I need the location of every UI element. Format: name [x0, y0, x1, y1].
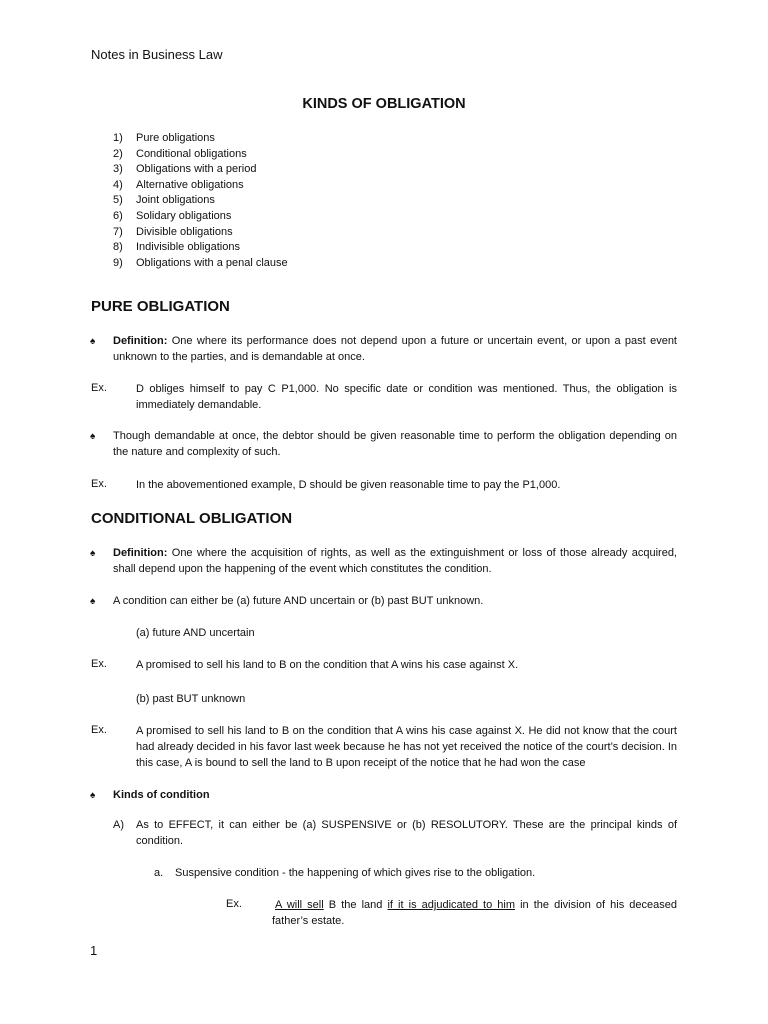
conditional-example-a: A promised to sell his land to B on the condition that A wins his case against X. — [136, 659, 519, 671]
page-number: 1 — [90, 943, 98, 958]
conditional-example-b: A promised to sell his land to B on the condition that A wins his case against X. He did not know that the court had already decided in his favor last week because he has not yet received the notice of the court’s decision. In this case, A is bound to sell the land to B upon receipt of the notice that he had won the case — [136, 725, 677, 769]
list-item: 5) Joint obligations — [113, 194, 215, 207]
sub-heading-past-unknown: (b) past BUT unknown — [136, 693, 246, 705]
conditional-obligation-heading: CONDITIONAL OBLIGATION — [91, 510, 293, 527]
spade-bullet-icon: ♠ — [90, 336, 96, 347]
list-item: 2) Conditional obligations — [113, 147, 247, 160]
example-label: Ex. — [91, 478, 107, 490]
example-label: Ex. — [91, 658, 107, 670]
spade-bullet-icon: ♠ — [90, 548, 96, 559]
pure-definition: Definition: One where its performance does not depend upon a future or uncertain event, or upon a past event unknown to the parties, and is demandable at once. — [113, 335, 677, 363]
pure-example-1: D obliges himself to pay C P1,000. No specific date or condition was mentioned. Thus, the obligation is immediately demandable. — [136, 383, 677, 411]
list-item: 8) Indivisible obligations — [113, 241, 240, 254]
kinds-list — [113, 131, 288, 271]
list-item: 7) Divisible obligations — [113, 225, 233, 238]
condition-types-bullet: A condition can either be (a) future AND uncertain or (b) past BUT unknown. — [113, 595, 484, 607]
conditional-definition: Definition: One where the acquisition of rights, as well as the extinguishment or loss of those already acquired, shall depend upon the happening of the event which constitutes the condition. — [113, 547, 677, 575]
sub-heading-future-uncertain: (a) future AND uncertain — [136, 627, 255, 639]
list-item: 3) Obligations with a period — [113, 163, 257, 176]
spade-bullet-icon: ♠ — [90, 790, 96, 801]
list-item: 4) Alternative obligations — [113, 178, 244, 191]
spade-bullet-icon: ♠ — [90, 596, 96, 607]
list-item: 6) Solidary obligations — [113, 209, 232, 222]
kinds-of-condition-heading: Kinds of condition — [113, 789, 210, 801]
suspensive-item-text: Suspensive condition - the happening of which gives rise to the obligation. — [175, 867, 536, 879]
effect-item-text: As to EFFECT, it can either be (a) SUSPENSIVE or (b) RESOLUTORY. These are the principal kinds of condition. — [136, 819, 677, 847]
example-label: Ex. — [226, 898, 242, 910]
pure-example-2: In the abovementioned example, D should be given reasonable time to pay the P1,000. — [136, 479, 561, 491]
example-label: Ex. — [91, 382, 107, 394]
suspensive-example: A will sell B the land if it is adjudicated to him in the division of his deceased father’s estate. — [272, 899, 678, 927]
list-item: 9) Obligations with a penal clause — [113, 256, 288, 269]
pure-bullet-reasonable-time: Though demandable at once, the debtor should be given reasonable time to perform the obligation depending on the nature and complexity of such. — [113, 430, 677, 458]
effect-item-marker: A) — [113, 819, 124, 831]
example-label: Ex. — [91, 724, 107, 736]
spade-bullet-icon: ♠ — [90, 431, 96, 442]
running-header: Notes in Business Law — [91, 47, 223, 62]
list-item: 1) Pure obligations — [113, 132, 215, 144]
pure-obligation-heading: PURE OBLIGATION — [91, 298, 230, 315]
suspensive-item-marker: a. — [154, 867, 164, 879]
document-title: KINDS OF OBLIGATION — [302, 96, 466, 112]
